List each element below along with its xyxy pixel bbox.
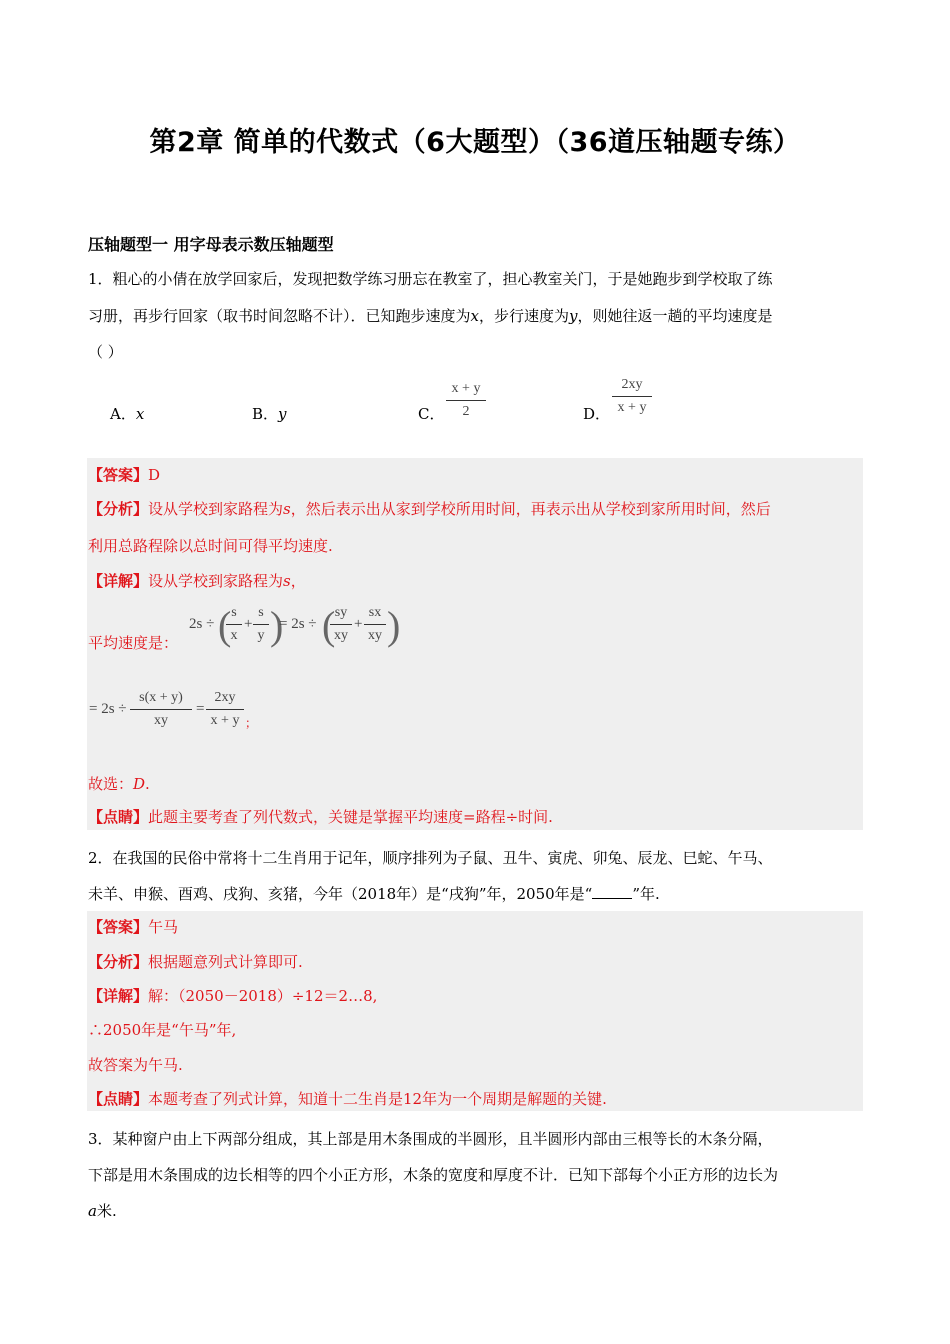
answer-box-2 bbox=[87, 911, 863, 1111]
a1-analysis-line1: 【分析】设从学校到家路程为s，然后表示出从家到学校所用时间，再表示出从学校到家所用时间，然后 bbox=[88, 500, 771, 518]
option-b: B．y bbox=[252, 405, 287, 423]
fraction-sy-over-xy: sy xy bbox=[330, 604, 352, 645]
a2-remark: 【点睛】本题考查了列式计算，知道十二生肖是12年为一个周期是解题的关键. bbox=[88, 1090, 607, 1108]
eq2-equals: = bbox=[196, 701, 205, 717]
fraction-sx-over-xy: sx xy bbox=[364, 604, 386, 645]
option-a: A．x bbox=[110, 405, 145, 423]
paren-open-1: ( bbox=[218, 603, 232, 648]
q1-line3: （ ） bbox=[88, 343, 123, 361]
eq1-mid: = 2s ÷ bbox=[279, 616, 317, 632]
plus-1: + bbox=[244, 616, 253, 632]
q2-line1: 2．在我国的民俗中常将十二生肖用于记年，顺序排列为子鼠、丑牛、寅虎、卯兔、辰龙、巳蛇、午马、 bbox=[88, 849, 773, 867]
eq1-left: 2s ÷ bbox=[189, 616, 215, 632]
plus-2: + bbox=[354, 616, 363, 632]
paren-close-1: ) bbox=[270, 603, 284, 648]
fraction-s-x-plus-y-over-xy: s(x + y) xy bbox=[130, 689, 192, 730]
a2-line2: ∴2050年是“午马”年, bbox=[88, 1021, 237, 1039]
a2-line3: 故答案为午马. bbox=[88, 1056, 183, 1074]
option-c-fraction: x + y 2 bbox=[446, 380, 486, 421]
a1-detail: 【详解】设从学校到家路程为s， bbox=[88, 572, 306, 590]
a1-choice: 故选：D. bbox=[88, 775, 150, 793]
option-d-fraction: 2xy x + y bbox=[612, 376, 652, 417]
q3-line2: 下部是用木条围成的边长相等的四个小正方形，木条的宽度和厚度不计．已知下部每个小正方形的边长为 bbox=[88, 1166, 779, 1184]
q2-line2: 未羊、申猴、酉鸡、戌狗、亥猪，今年（2018年）是“戌狗”年，2050年是“ ”年. bbox=[88, 885, 660, 903]
q3-line3: a米. bbox=[88, 1202, 117, 1220]
page-title: 第2章 简单的代数式（6大题型）（36道压轴题专练） bbox=[149, 127, 801, 158]
paren-close-2: ) bbox=[387, 603, 401, 648]
answer-blank bbox=[592, 884, 632, 899]
a1-average-label: 平均速度是： bbox=[88, 634, 179, 652]
paren-open-2: ( bbox=[322, 603, 336, 648]
fraction-s-over-x: s x bbox=[226, 604, 242, 645]
eq2-left: = 2s ÷ bbox=[89, 701, 127, 717]
option-d: D． bbox=[583, 405, 611, 423]
q1-line2: 习册，再步行回家（取书时间忽略不计）．已知跑步速度为x，步行速度为y，则她往返一趟的平均速度是 bbox=[88, 307, 773, 325]
a2-detail: 【详解】解：（2050－2018）÷12＝2…8, bbox=[88, 987, 378, 1005]
section-heading: 压轴题型一 用字母表示数压轴题型 bbox=[88, 235, 334, 254]
fraction-2xy-over-x-plus-y: 2xy x + y bbox=[206, 689, 244, 730]
a2-answer: 【答案】午马 bbox=[88, 918, 179, 936]
a1-remark: 【点睛】此题主要考查了列代数式，关键是掌握平均速度=路程÷时间. bbox=[88, 808, 553, 826]
q1-line1: 1．粗心的小倩在放学回家后，发现把数学练习册忘在教室了，担心教室关门，于是她跑步到学校取了练 bbox=[88, 270, 773, 288]
q3-line1: 3．某种窗户由上下两部分组成，其上部是用木条围成的半圆形，且半圆形内部由三根等长的木条分隔， bbox=[88, 1130, 773, 1148]
a2-analysis: 【分析】根据题意列式计算即可. bbox=[88, 953, 303, 971]
a1-analysis-line2: 利用总路程除以总时间可得平均速度. bbox=[88, 537, 333, 555]
eq2-semicolon: ； bbox=[245, 716, 258, 730]
option-c: C． bbox=[418, 405, 445, 423]
fraction-s-over-y: s y bbox=[253, 604, 269, 645]
a1-answer: 【答案】D bbox=[88, 466, 161, 484]
